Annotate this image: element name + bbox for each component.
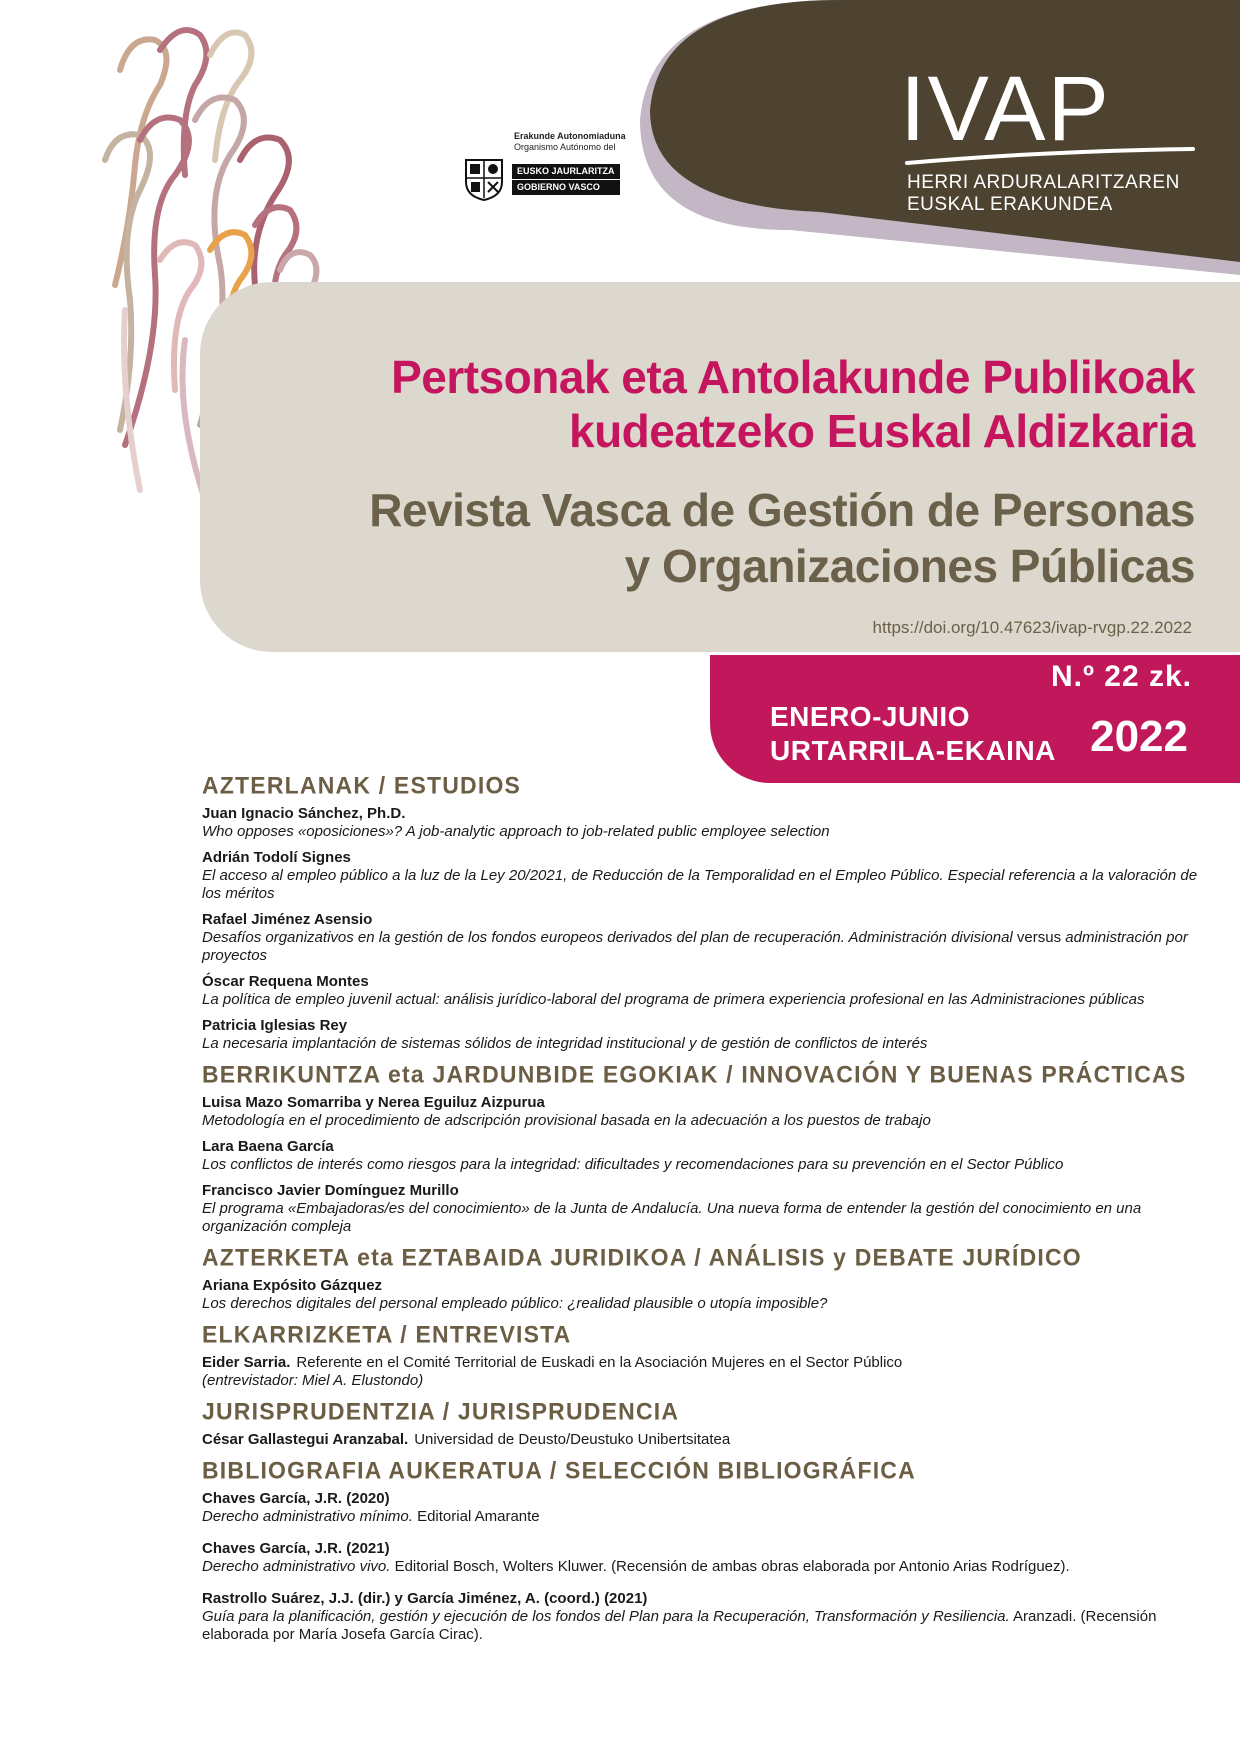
toc-entry[interactable]: [202, 911, 1200, 965]
entry-work: [202, 823, 1200, 841]
entry-work-title: Guía para la planificación, gestión y ejecución de los fondos del Plan para la Recuperación, Transformación y Resiliencia.: [202, 1608, 1010, 1625]
entry-work: [202, 1558, 1200, 1576]
entry-work-detail: Aranzadi. (Recensión elaborada por María Josefa García Cirac).: [202, 1608, 1157, 1643]
toc-entry[interactable]: [202, 973, 1200, 1009]
entry-work-title: Derecho administrativo mínimo.: [202, 1508, 413, 1525]
entry-author: Luisa Mazo Somarriba y Nerea Eguiluz Aizpurua: [202, 1094, 545, 1111]
toc-entry[interactable]: [202, 805, 1200, 841]
section-heading: BIBLIOGRAFIA AUKERATUA / SELECCIÓN BIBLIOGRÁFICA: [202, 1456, 916, 1484]
entry-work: [202, 1035, 1200, 1053]
entry-author: Rafael Jiménez Asensio: [202, 911, 373, 928]
issue-number: N.º 22 zk.: [1050, 660, 1192, 693]
gobierno-vasco-block: [462, 131, 632, 202]
gov-label-es: GOBIERNO VASCO: [512, 180, 620, 195]
toc-entry[interactable]: [202, 1590, 1200, 1644]
section-heading: AZTERKETA eta EZTABAIDA JURIDIKOA / ANÁLISIS y DEBATE JURÍDICO: [202, 1243, 1082, 1271]
entry-author: Eider Sarria.: [202, 1354, 291, 1371]
period-basque: URTARRILA-EKAINA: [770, 735, 1056, 766]
entry-work: [202, 867, 1200, 903]
toc-entry[interactable]: [202, 1017, 1200, 1053]
entry-work: [202, 1112, 1200, 1130]
toc-entry[interactable]: [202, 1277, 1200, 1313]
toc-entry[interactable]: [202, 1094, 1200, 1130]
title-spanish: [369, 482, 1195, 594]
entry-work-detail: versus: [1012, 929, 1066, 946]
gov-line-2: Organismo Autónomo del: [514, 142, 616, 152]
entry-work-title: Desafíos organizativos en la gestión de los fondos europeos derivados del plan de recuperación. Administración divisional: [202, 929, 1013, 946]
title-eu-line-2: kudeatzeko Euskal Aldizkaria: [568, 405, 1195, 457]
entry-author: Chaves García, J.R. (2020): [202, 1490, 390, 1507]
entry-work-title: La necesaria implantación de sistemas sólidos de integridad institucional y de gestión de conflictos de interés: [202, 1035, 928, 1052]
toc-entry[interactable]: [202, 1138, 1200, 1174]
title-es-line-2: y Organizaciones Públicas: [624, 540, 1195, 592]
entry-work: [202, 991, 1200, 1009]
entry-author: Lara Baena García: [202, 1138, 334, 1155]
entry-work-title: Metodología en el procedimiento de adscripción provisional basada en la adecuación a los puestos de trabajo: [202, 1112, 931, 1129]
entry-work: [202, 1372, 1200, 1390]
entry-work-title: Los derechos digitales del personal empleado público: ¿realidad plausible o utopía imposible?: [202, 1295, 828, 1312]
entry-work: [202, 1200, 1200, 1236]
entry-work: [202, 1508, 1200, 1526]
entry-work-title: (entrevistador: Miel A. Elustondo): [202, 1372, 424, 1389]
toc-entry[interactable]: [202, 1540, 1200, 1576]
entry-work: [202, 1608, 1200, 1644]
title-basque: [391, 350, 1195, 458]
entry-work-title: El programa «Embajadoras/es del conocimiento» de la Junta de Andalucía. Una nueva forma de entender la gestión del conocimiento en una organización compleja: [202, 1200, 1142, 1235]
entry-author: Chaves García, J.R. (2021): [202, 1540, 390, 1557]
gov-line-1: Erakunde Autonomiaduna: [514, 131, 626, 141]
entry-work-title: Derecho administrativo vivo.: [202, 1558, 391, 1575]
toc-entry[interactable]: [202, 1490, 1200, 1526]
gov-label-eu: EUSKO JAURLARITZA: [512, 164, 620, 179]
entry-author: Juan Ignacio Sánchez, Ph.D.: [202, 805, 406, 822]
title-eu-line-1: Pertsonak eta Antolakunde Publikoak: [391, 351, 1195, 403]
section-heading: JURISPRUDENTZIA / JURISPRUDENCIA: [202, 1397, 680, 1425]
basque-government-shield-icon: [462, 156, 506, 202]
entry-work-title: El acceso al empleo público a la luz de la Ley 20/2021, de Reducción de la Temporalidad en el Empleo Público. Especial referencia a la valoración de los méritos: [202, 867, 1198, 902]
entry-work-detail: Editorial Amarante: [412, 1508, 540, 1525]
toc-entry[interactable]: [202, 849, 1200, 903]
entry-author: Ariana Expósito Gázquez: [202, 1277, 383, 1294]
toc-entry[interactable]: [202, 1431, 1200, 1449]
entry-work-title: Los conflictos de interés como riesgos para la integridad: dificultades y recomendaciones para su prevención en el Sector Público: [202, 1156, 1064, 1173]
entry-work-tail: administración por proyectos: [202, 929, 1188, 964]
ivap-sub-line-1: HERRI ARDURALARITZAREN: [907, 172, 1180, 193]
entry-note: Universidad de Deusto/Deustuko Unibertsitatea: [414, 1431, 731, 1448]
issue-period: [770, 700, 1056, 768]
logo-swoosh-icon: [905, 147, 1195, 167]
entry-note: Referente en el Comité Territorial de Euskadi en la Asociación Mujeres en el Sector Público: [296, 1354, 903, 1371]
doi-link[interactable]: https://doi.org/10.47623/ivap-rvgp.22.2022: [872, 618, 1192, 637]
issue-year: 2022: [1090, 712, 1188, 761]
entry-work-detail: Editorial Bosch, Wolters Kluwer. (Recensión de ambas obras elaborada por Antonio Arias Rodríguez).: [390, 1558, 1070, 1575]
entry-author: Rastrollo Suárez, J.J. (dir.) y García Jiménez, A. (coord.) (2021): [202, 1590, 648, 1607]
toc-entry[interactable]: [202, 1182, 1200, 1236]
section-heading: ELKARRIZKETA / ENTREVISTA: [202, 1320, 572, 1348]
entry-author: Francisco Javier Domínguez Murillo: [202, 1182, 459, 1199]
entry-author: César Gallastegui Aranzabal.: [202, 1431, 409, 1448]
entry-work: [202, 929, 1200, 965]
period-spanish: ENERO-JUNIO: [770, 701, 970, 732]
ivap-subtitle: [907, 172, 1180, 216]
table-of-contents: [202, 768, 1200, 1658]
entry-author: Patricia Iglesias Rey: [202, 1017, 348, 1034]
title-es-line-1: Revista Vasca de Gestión de Personas: [369, 484, 1195, 536]
section-heading: AZTERLANAK / ESTUDIOS: [202, 771, 522, 799]
entry-author: Óscar Requena Montes: [202, 973, 369, 990]
entry-work-title: La política de empleo juvenil actual: análisis jurídico-laboral del programa de primera experiencia profesional en las Administraciones públicas: [202, 991, 1145, 1008]
entry-work: [202, 1156, 1200, 1174]
ivap-sub-line-2: EUSKAL ERAKUNDEA: [907, 194, 1113, 215]
entry-work: [202, 1295, 1200, 1313]
entry-work-title: Who opposes «oposiciones»? A job-analytic approach to job-related public employee selection: [202, 823, 830, 840]
section-heading: BERRIKUNTZA eta JARDUNBIDE EGOKIAK / INNOVACIÓN Y BUENAS PRÁCTICAS: [202, 1060, 1187, 1088]
ivap-logo-word: IVAP: [900, 58, 1111, 160]
title-panel: [200, 282, 1240, 652]
entry-author: Adrián Todolí Signes: [202, 849, 351, 866]
toc-entry[interactable]: [202, 1354, 1200, 1390]
